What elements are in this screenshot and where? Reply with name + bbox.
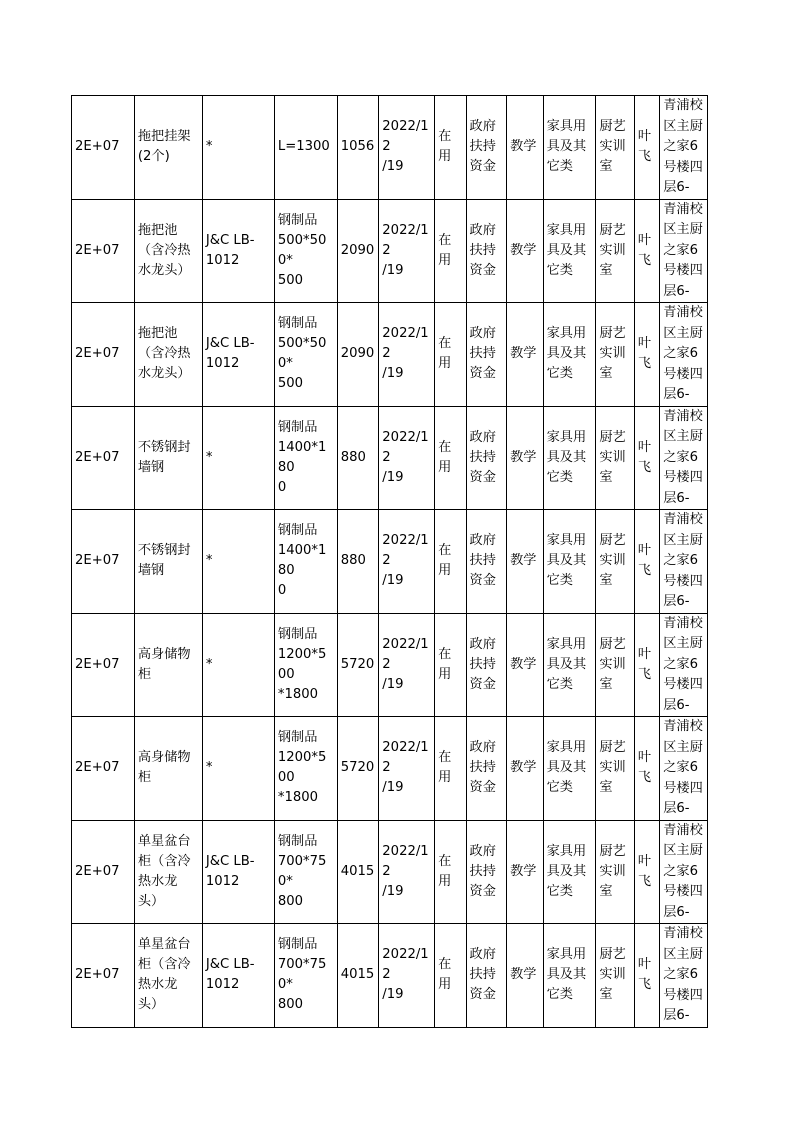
asset-price: 880	[340, 553, 366, 569]
asset-model-cell	[202, 406, 274, 510]
fund-source: 政府 扶持 资金	[469, 429, 496, 485]
asset-name-cell	[134, 613, 202, 717]
keeper-cell	[634, 820, 659, 924]
keeper-cell	[634, 510, 659, 614]
fund-source: 政府 扶持 资金	[469, 326, 496, 382]
asset-model-cell	[202, 820, 274, 924]
asset-category: 家具用 具及其 它类	[546, 222, 587, 278]
table-row	[72, 820, 708, 924]
keeper-cell	[634, 96, 659, 200]
department: 厨艺 实训 室	[599, 326, 626, 382]
department: 厨艺 实训 室	[599, 843, 626, 899]
asset-category-cell	[543, 613, 596, 717]
department-cell	[596, 406, 635, 510]
asset-category-cell	[543, 924, 596, 1028]
asset-status: 在用	[438, 957, 452, 993]
asset-name: 高身储物 柜	[137, 750, 191, 786]
asset-spec-cell	[274, 303, 337, 407]
asset-id-cell	[72, 820, 135, 924]
asset-status-cell	[435, 96, 466, 200]
asset-price-cell	[337, 96, 379, 200]
asset-use-cell	[507, 717, 544, 821]
asset-category: 家具用 具及其 它类	[546, 947, 587, 1003]
location: 青浦校 区主厨 之家6 号楼四 层6-	[663, 305, 703, 402]
table-row	[72, 96, 708, 200]
asset-price-cell	[337, 820, 379, 924]
asset-category: 家具用 具及其 它类	[546, 326, 587, 382]
keeper-cell	[634, 303, 659, 407]
fund-source-cell	[466, 613, 507, 717]
asset-name-cell	[134, 199, 202, 303]
asset-status-cell	[435, 924, 466, 1028]
asset-spec: 钢制品 1400*180 0	[277, 523, 327, 599]
location-cell	[660, 613, 708, 717]
asset-status-cell	[435, 717, 466, 821]
asset-name: 不锈钢封 墙钢	[137, 543, 191, 579]
asset-use-cell	[507, 199, 544, 303]
asset-price-cell	[337, 510, 379, 614]
asset-price-cell	[337, 613, 379, 717]
acquire-date-cell	[379, 820, 435, 924]
asset-id-cell	[72, 510, 135, 614]
department-cell	[596, 199, 635, 303]
acquire-date: 2022/12 /19	[382, 636, 429, 692]
asset-price: 2090	[340, 242, 375, 258]
keeper: 叶 飞	[637, 750, 652, 786]
table-body	[72, 96, 708, 1028]
keeper: 叶 飞	[637, 853, 652, 889]
asset-use-cell	[507, 820, 544, 924]
asset-status-cell	[435, 406, 466, 510]
asset-name-cell	[134, 406, 202, 510]
location-cell	[660, 717, 708, 821]
asset-id: 2E+07	[75, 760, 120, 776]
asset-price-cell	[337, 303, 379, 407]
acquire-date-cell	[379, 96, 435, 200]
asset-category: 家具用 具及其 它类	[546, 119, 587, 175]
department-cell	[596, 820, 635, 924]
department-cell	[596, 924, 635, 1028]
asset-status: 在用	[438, 646, 452, 682]
location: 青浦校 区主厨 之家6 号楼四 层6-	[663, 822, 703, 920]
asset-id-cell	[72, 303, 135, 407]
department: 厨艺 实训 室	[599, 740, 626, 796]
asset-category-cell	[543, 406, 596, 510]
asset-spec: 钢制品 700*750* 800	[277, 937, 327, 1013]
asset-price-cell	[337, 924, 379, 1028]
fund-source: 政府 扶持 资金	[469, 533, 496, 589]
acquire-date: 2022/12 /19	[382, 533, 429, 589]
table-row	[72, 406, 708, 510]
fund-source: 政府 扶持 资金	[469, 740, 496, 796]
keeper: 叶 飞	[637, 129, 652, 165]
asset-spec-cell	[274, 924, 337, 1028]
asset-name-cell	[134, 924, 202, 1028]
fund-source: 政府 扶持 资金	[469, 119, 496, 175]
location: 青浦校 区主厨 之家6 号楼四 层6-	[663, 512, 703, 609]
fund-source: 政府 扶持 资金	[469, 947, 496, 1003]
asset-price: 5720	[340, 656, 375, 672]
asset-price-cell	[337, 199, 379, 303]
asset-name-cell	[134, 96, 202, 200]
fund-source-cell	[466, 199, 507, 303]
asset-id: 2E+07	[75, 656, 120, 672]
keeper: 叶 飞	[637, 336, 652, 372]
asset-spec: 钢制品 500*500* 500	[277, 316, 327, 392]
fund-source: 政府 扶持 资金	[469, 222, 496, 278]
location-cell	[660, 406, 708, 510]
acquire-date: 2022/12 /19	[382, 947, 429, 1003]
table-row	[72, 303, 708, 407]
location-cell	[660, 303, 708, 407]
keeper: 叶 飞	[637, 439, 652, 475]
table-row	[72, 717, 708, 821]
asset-id: 2E+07	[75, 863, 120, 879]
asset-model-cell	[202, 510, 274, 614]
asset-use: 教学	[510, 863, 537, 879]
asset-model-cell	[202, 924, 274, 1028]
location-cell	[660, 199, 708, 303]
asset-spec: 钢制品 1200*500 *1800	[277, 626, 327, 702]
table-row	[72, 924, 708, 1028]
asset-use: 教学	[510, 967, 537, 983]
asset-use-cell	[507, 96, 544, 200]
department: 厨艺 实训 室	[599, 636, 626, 692]
location-cell	[660, 96, 708, 200]
asset-status-cell	[435, 303, 466, 407]
asset-spec: 钢制品 1200*500 *1800	[277, 730, 327, 806]
asset-id-cell	[72, 199, 135, 303]
asset-name: 拖把挂架 (2个)	[137, 129, 191, 165]
asset-id: 2E+07	[75, 242, 120, 258]
acquire-date-cell	[379, 303, 435, 407]
fund-source: 政府 扶持 资金	[469, 636, 496, 692]
location-cell	[660, 924, 708, 1028]
asset-id-cell	[72, 613, 135, 717]
asset-brand: *	[205, 449, 213, 465]
keeper: 叶 飞	[637, 232, 652, 268]
asset-status: 在用	[438, 750, 452, 786]
table-row	[72, 199, 708, 303]
asset-spec: 钢制品 500*500* 500	[277, 212, 327, 288]
asset-category-cell	[543, 717, 596, 821]
asset-status-cell	[435, 820, 466, 924]
asset-spec-cell	[274, 96, 337, 200]
asset-brand: *	[205, 656, 213, 672]
department: 厨艺 实训 室	[599, 947, 626, 1003]
asset-model-cell	[202, 96, 274, 200]
asset-status: 在用	[438, 543, 452, 579]
department-cell	[596, 510, 635, 614]
acquire-date-cell	[379, 199, 435, 303]
asset-spec-cell	[274, 199, 337, 303]
asset-price-cell	[337, 406, 379, 510]
asset-status: 在用	[438, 336, 452, 372]
acquire-date: 2022/12 /19	[382, 222, 429, 278]
asset-category-cell	[543, 303, 596, 407]
keeper: 叶 飞	[637, 646, 652, 682]
asset-name: 单星盆台 柜（含冷 热水龙 头）	[137, 833, 191, 909]
asset-category: 家具用 具及其 它类	[546, 636, 587, 692]
keeper: 叶 飞	[637, 543, 652, 579]
keeper-cell	[634, 924, 659, 1028]
keeper-cell	[634, 613, 659, 717]
asset-name-cell	[134, 510, 202, 614]
asset-id: 2E+07	[75, 449, 120, 465]
acquire-date-cell	[379, 406, 435, 510]
asset-model: J&C LB- 1012	[205, 853, 255, 889]
asset-category: 家具用 具及其 它类	[546, 533, 587, 589]
asset-name-cell	[134, 820, 202, 924]
asset-use: 教学	[510, 449, 537, 465]
acquire-date-cell	[379, 717, 435, 821]
location: 青浦校 区主厨 之家6 号楼四 层6-	[663, 926, 703, 1023]
location: 青浦校 区主厨 之家6 号楼四 层6-	[663, 408, 703, 506]
department: 厨艺 实训 室	[599, 119, 626, 175]
asset-use-cell	[507, 303, 544, 407]
asset-name: 单星盆台 柜（含冷 热水龙 头）	[137, 937, 191, 1013]
fund-source-cell	[466, 96, 507, 200]
asset-spec-cell	[274, 717, 337, 821]
asset-id-cell	[72, 924, 135, 1028]
keeper-cell	[634, 199, 659, 303]
asset-category-cell	[543, 820, 596, 924]
department: 厨艺 实训 室	[599, 222, 626, 278]
acquire-date: 2022/12 /19	[382, 843, 429, 899]
asset-category-cell	[543, 199, 596, 303]
department: 厨艺 实训 室	[599, 533, 626, 589]
acquire-date-cell	[379, 613, 435, 717]
asset-spec-cell	[274, 613, 337, 717]
asset-spec-cell	[274, 510, 337, 614]
acquire-date: 2022/12 /19	[382, 119, 429, 175]
asset-category: 家具用 具及其 它类	[546, 843, 587, 899]
asset-model-cell	[202, 303, 274, 407]
fund-source-cell	[466, 303, 507, 407]
asset-use-cell	[507, 406, 544, 510]
location: 青浦校 区主厨 之家6 号楼四 层6-	[663, 719, 703, 816]
asset-model-cell	[202, 613, 274, 717]
location-cell	[660, 510, 708, 614]
table-row	[72, 510, 708, 614]
asset-id-cell	[72, 406, 135, 510]
asset-name-cell	[134, 303, 202, 407]
fund-source-cell	[466, 510, 507, 614]
asset-spec: L=1300	[277, 139, 330, 155]
asset-use: 教学	[510, 242, 537, 258]
asset-status-cell	[435, 510, 466, 614]
asset-brand: *	[205, 553, 213, 569]
asset-use-cell	[507, 924, 544, 1028]
keeper-cell	[634, 717, 659, 821]
asset-category-cell	[543, 96, 596, 200]
asset-id: 2E+07	[75, 967, 120, 983]
asset-spec: 钢制品 1400*180 0	[277, 419, 327, 495]
asset-id: 2E+07	[75, 553, 120, 569]
location-cell	[660, 820, 708, 924]
table-row	[72, 613, 708, 717]
asset-use: 教学	[510, 139, 537, 155]
keeper: 叶 飞	[637, 957, 652, 993]
department-cell	[596, 613, 635, 717]
asset-status: 在用	[438, 439, 452, 475]
fund-source-cell	[466, 717, 507, 821]
asset-model-cell	[202, 199, 274, 303]
asset-name: 不锈钢封 墙钢	[137, 439, 191, 475]
fund-source-cell	[466, 924, 507, 1028]
asset-brand: *	[205, 760, 213, 776]
asset-status: 在用	[438, 129, 452, 165]
asset-use: 教学	[510, 760, 537, 776]
acquire-date-cell	[379, 510, 435, 614]
asset-category-cell	[543, 510, 596, 614]
asset-id: 2E+07	[75, 139, 120, 155]
department-cell	[596, 96, 635, 200]
asset-category: 家具用 具及其 它类	[546, 740, 587, 796]
asset-spec-cell	[274, 406, 337, 510]
fund-source: 政府 扶持 资金	[469, 843, 496, 899]
fund-source-cell	[466, 406, 507, 510]
location: 青浦校 区主厨 之家6 号楼四 层6-	[663, 98, 703, 195]
asset-status-cell	[435, 613, 466, 717]
asset-table	[71, 95, 708, 1028]
asset-price: 880	[340, 449, 366, 465]
asset-status: 在用	[438, 232, 452, 268]
asset-price: 1056	[340, 139, 375, 155]
asset-brand: *	[205, 139, 213, 155]
department-cell	[596, 303, 635, 407]
asset-status: 在用	[438, 853, 452, 889]
asset-model-cell	[202, 717, 274, 821]
asset-name: 高身储物 柜	[137, 646, 191, 682]
asset-name-cell	[134, 717, 202, 821]
asset-use: 教学	[510, 656, 537, 672]
asset-id: 2E+07	[75, 346, 120, 362]
asset-price: 4015	[340, 863, 375, 879]
asset-name: 拖把池 （含冷热 水龙头）	[137, 222, 191, 278]
asset-price: 5720	[340, 760, 375, 776]
asset-price-cell	[337, 717, 379, 821]
keeper-cell	[634, 406, 659, 510]
asset-model: J&C LB- 1012	[205, 336, 255, 372]
acquire-date: 2022/12 /19	[382, 326, 429, 382]
asset-category: 家具用 具及其 它类	[546, 429, 587, 485]
department: 厨艺 实训 室	[599, 429, 626, 485]
acquire-date-cell	[379, 924, 435, 1028]
fund-source-cell	[466, 820, 507, 924]
asset-spec: 钢制品 700*750* 800	[277, 833, 327, 909]
asset-model: J&C LB- 1012	[205, 957, 255, 993]
asset-name: 拖把池 （含冷热 水龙头）	[137, 326, 191, 382]
location: 青浦校 区主厨 之家6 号楼四 层6-	[663, 615, 703, 713]
acquire-date: 2022/12 /19	[382, 740, 429, 796]
asset-status-cell	[435, 199, 466, 303]
asset-price: 4015	[340, 967, 375, 983]
asset-price: 2090	[340, 346, 375, 362]
asset-model: J&C LB- 1012	[205, 232, 255, 268]
asset-id-cell	[72, 96, 135, 200]
asset-id-cell	[72, 717, 135, 821]
asset-use-cell	[507, 510, 544, 614]
location: 青浦校 区主厨 之家6 号楼四 层6-	[663, 201, 703, 299]
department-cell	[596, 717, 635, 821]
asset-use: 教学	[510, 346, 537, 362]
asset-use-cell	[507, 613, 544, 717]
asset-use: 教学	[510, 553, 537, 569]
asset-spec-cell	[274, 820, 337, 924]
acquire-date: 2022/12 /19	[382, 429, 429, 485]
